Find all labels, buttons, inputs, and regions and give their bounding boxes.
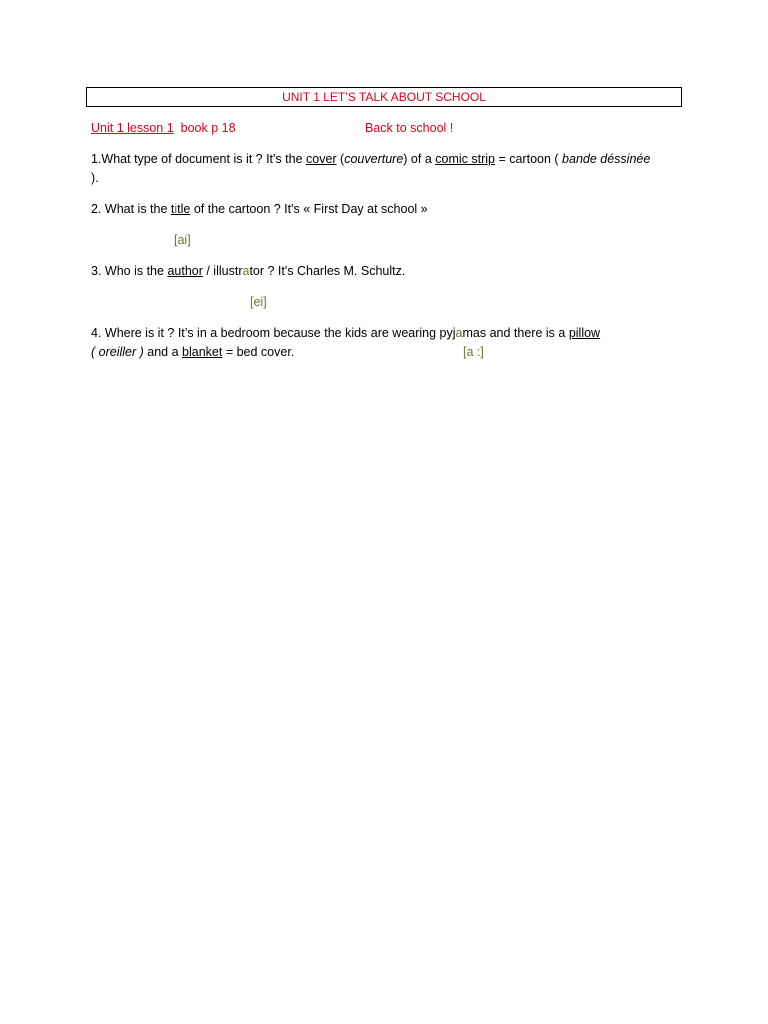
- word-couverture: couverture: [344, 152, 404, 166]
- q4-text-4: = bed cover.: [222, 345, 295, 359]
- q4-text-3: and a: [143, 345, 183, 359]
- word-blanket: blanket: [182, 345, 223, 359]
- lesson-link[interactable]: Unit 1 lesson 1: [91, 121, 174, 135]
- q2-text-2: of the cartoon ? It's « First Day at school »: [190, 202, 428, 216]
- q1-text-2: ) of a: [403, 152, 436, 166]
- question-4-line-2: [91, 343, 294, 362]
- lesson-header: [91, 119, 236, 138]
- q3-text-3: tor ? It's Charles M. Schultz.: [249, 264, 406, 278]
- q3-text-1: 3. Who is the: [91, 264, 168, 278]
- word-cover: cover: [306, 152, 337, 166]
- q1-paren-open: (: [336, 152, 345, 166]
- lesson-subtitle: Back to school !: [365, 121, 454, 135]
- word-title: title: [170, 202, 191, 216]
- book-reference: book p 18: [180, 121, 236, 135]
- q4-highlight-letter: a: [455, 326, 463, 340]
- q3-highlight-letter: a: [242, 264, 250, 278]
- q2-pronunciation: [ai]: [174, 233, 191, 247]
- q1-text-3: = cartoon (: [494, 152, 563, 166]
- question-4-line-1: [91, 324, 600, 343]
- q4-text-1: 4. Where is it ? It’s in a bedroom because the kids are wearing pyj: [91, 326, 456, 340]
- question-1-line-2: ).: [91, 171, 99, 185]
- question-3: [91, 262, 405, 281]
- q4-text-2: mas and there is a: [462, 326, 569, 340]
- q2-text-1: 2. What is the: [91, 202, 171, 216]
- word-comic-strip: comic strip: [435, 152, 495, 166]
- word-author: author: [167, 264, 203, 278]
- word-oreiller: ( oreiller ): [91, 345, 144, 359]
- q4-pronunciation: [a :]: [463, 345, 484, 359]
- word-pillow: pillow: [568, 326, 601, 340]
- question-2: [91, 200, 428, 219]
- word-bande-dessinee: bande déssinée: [562, 152, 651, 166]
- q3-text-2: / illustr: [202, 264, 243, 278]
- q3-pronunciation: [ei]: [250, 295, 267, 309]
- q1-text-1: 1.What type of document is it ? It's the: [91, 152, 306, 166]
- question-1-line-1: [91, 150, 650, 169]
- page-title: UNIT 1 LET’S TALK ABOUT SCHOOL: [86, 87, 682, 107]
